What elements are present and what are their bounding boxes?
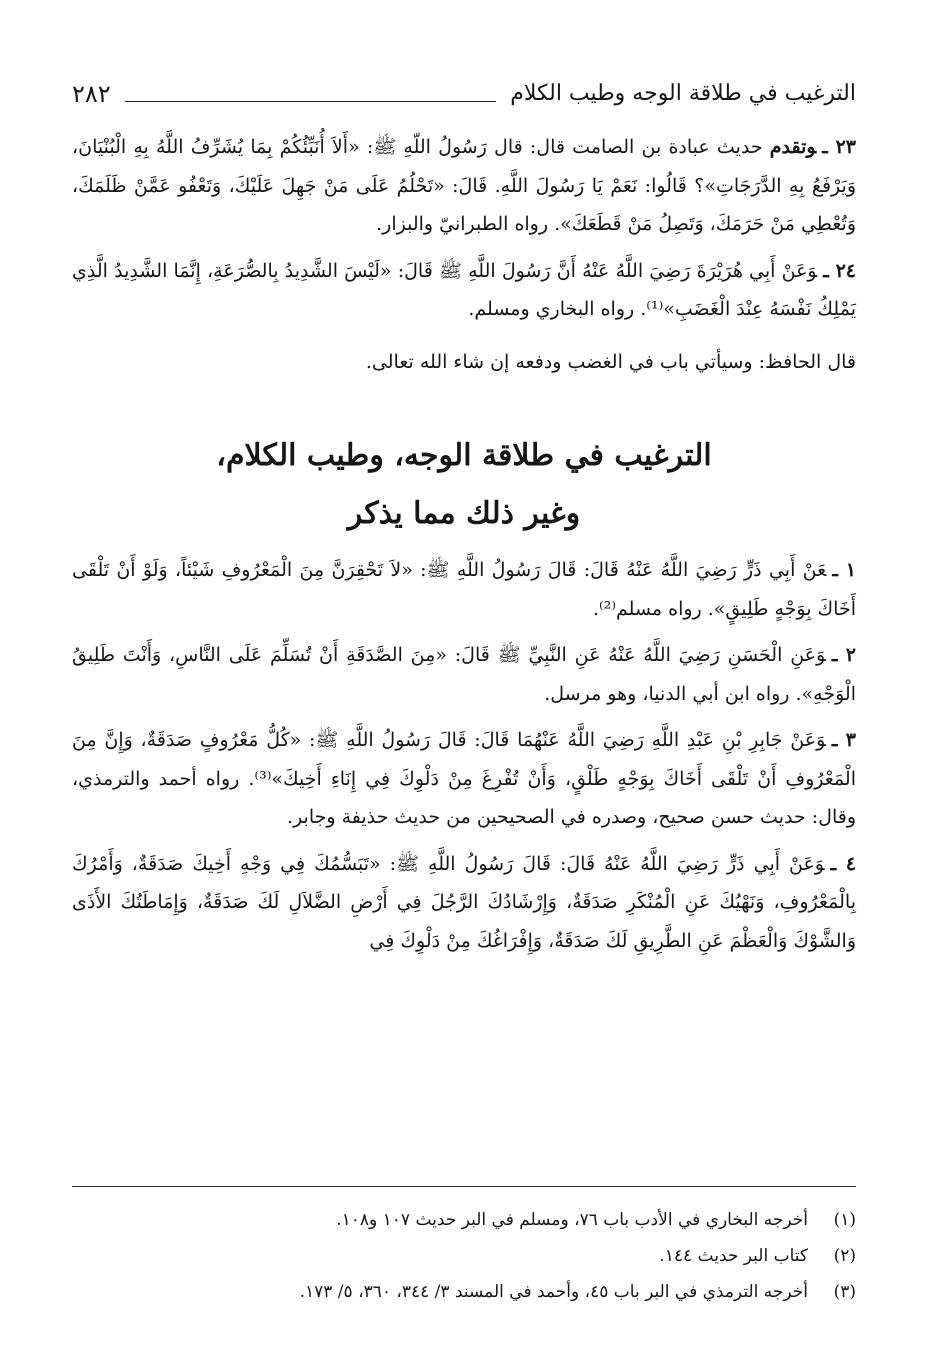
hadith-text: وَعَنْ جَابِرِ بْنِ عَبْدِ اللَّهِ رَضِيَ اللَّهُ عَنْهُمَا قَالَ: قَالَ رَسُولُ اللَّهِ ﷺ: «كُلُّ مَعْرُوفٍ صَدَقَةٌ، وَإِنَّ مِنَ الْمَعْرُوفِ أَنْ تَلْقَى أَخَاكَ بِوَجْهٍ طَلْقٍ، وَأَنْ تُفْرِغَ مِنْ دَلْوِكَ فِي إِنَاءِ أَخِيكَ»⁽³⁾. رواه أحمد والترمذي، وقال: حديث حسن صحيح، وصدره في الصحيحين من حديث حذيفة وجابر. xyxy=(72,729,856,828)
footnote-number: (٢) xyxy=(833,1246,856,1266)
footnote-text: أخرجه الترمذي في البر باب ٤٥، وأحمد في المسند ٣/ ٣٤٤، ٣٦٠، ٥/ ١٧٣. xyxy=(299,1282,808,1302)
hadith-number: ٢٤ ـ xyxy=(823,259,856,282)
hadith-24 xyxy=(72,252,856,329)
main-text xyxy=(72,128,856,960)
hadith-4 xyxy=(72,845,856,961)
chapter-title xyxy=(72,427,856,543)
footnotes xyxy=(72,1202,856,1310)
hadith-text: حديث عبادة بن الصامت قال: قال رَسُولُ اللّهِ ﷺ: «أَلاَ أُنَبِّئُكُمْ بِمَا يُشَرِّفُ اللَّهُ بِهِ الْبُنْيَانَ، وَيَرْفَعُ بِهِ الدَّرَجَاتِ»؟ قَالُوا: نَعَمْ يَا رَسُولَ اللَّهِ. قَالَ: «تَحْلُمُ عَلَى مَنْ جَهِلَ عَلَيْكَ، وَتَعْفُو عَمَّنْ ظَلَمَكَ، وَتُعْطِي مَنْ حَرَمَكَ، وَتَصِلُ مَنْ قَطَعَكَ». رواه الطبرانيّ والبزار. xyxy=(72,136,856,235)
hadith-lead-word: وتقدم xyxy=(769,136,817,158)
hadith-number: ٤ ـ xyxy=(830,852,857,875)
hadith-1 xyxy=(72,551,856,628)
running-title: الترغيب في طلاقة الوجه وطيب الكلام xyxy=(510,81,856,106)
hadith-number: ١ ـ xyxy=(832,559,856,581)
hafiz-note: قال الحافظ: وسيأتي باب في الغضب ودفعه إن شاء الله تعالى. xyxy=(365,350,856,373)
hadith-text: وَعَنْ أَبِي ذَرٍّ رَضِيَ اللَّهُ عَنْهُ قَالَ: قَالَ رَسُولُ اللَّهِ ﷺ: «تَبَسُّمُكَ فِي وَجْهِ أَخِيكَ صَدَقَةٌ، وَأَمْرُكَ بِالْمَعْرُوفِ، وَنَهْيُكَ عَنِ الْمُنْكَرِ صَدَقَةٌ، وَإِرْشَادُكَ الرَّجُلَ فِي أَرْضِ الضَّلاَلِ لَكَ صَدَقَةٌ، وَإِمَاطَتُكَ الأَذَى وَالشَّوْكَ وَالْعَظْمَ عَنِ الطَّرِيقِ لَكَ صَدَقَةٌ، وَإِفْرَاغُكَ مِنْ دَلْوِكَ فِي xyxy=(72,852,856,952)
page-number: ٢٨٢ xyxy=(72,80,111,108)
footnote-2 xyxy=(72,1238,856,1274)
footnote-text: أخرجه البخاري في الأدب باب ٧٦، ومسلم في البر حديث ١٠٧ و١٠٨. xyxy=(336,1210,808,1230)
hadith-23 xyxy=(72,128,856,244)
hadith-text: عَنْ أَبِي ذَرٍّ رَضِيَ اللَّهُ عَنْهُ قَالَ: قَالَ رَسُولُ اللَّهِ ﷺ: «لاَ تَحْقِرَنَّ مِنَ الْمَعْرُوفِ شَيْئاً، وَلَوْ أَنْ تَلْقَى أَخَاكَ بِوَجْهٍ طَلِيقٍ». رواه مسلم⁽²⁾. xyxy=(72,559,856,620)
footnote-number: (٣) xyxy=(833,1282,856,1302)
hadith-2 xyxy=(72,636,856,713)
footnote-separator xyxy=(72,1186,856,1187)
footnote-3 xyxy=(72,1274,856,1310)
hadith-number: ٣ ـ xyxy=(831,729,856,751)
running-header xyxy=(72,72,856,108)
chapter-title-line-2: وغير ذلك مما يذكر xyxy=(347,496,581,531)
hadith-text: وَعَنْ أَبِي هُرَيْرَةَ رَضِيَ اللَّهُ عَنْهُ أَنَّ رَسُولَ اللَّهِ ﷺ قَالَ: «لَيْسَ الشَّدِيدُ بِالصُّرَعَةِ، إِنَّمَا الشَّدِيدُ الَّذِي يَمْلِكُ نَفْسَهُ عِنْدَ الْغَضَبِ»⁽¹⁾. رواه البخاري ومسلم. xyxy=(72,259,856,320)
chapter-title-line-1: الترغيب في طلاقة الوجه، وطيب الكلام، xyxy=(216,438,712,473)
hadith-3 xyxy=(72,721,856,837)
hadith-number: ٢ ـ xyxy=(831,644,856,666)
hadith-number: ٢٣ ـ xyxy=(822,136,857,158)
footnote-text: كتاب البر حديث ١٤٤. xyxy=(659,1246,808,1266)
footnote-number: (١) xyxy=(833,1210,856,1230)
footnote-1 xyxy=(72,1202,856,1238)
hadith-text: وَعَنِ الْحَسَنِ رَضِيَ اللَّهُ عَنْهُ عَنِ النَّبِيِّ ﷺ قَالَ: «مِنَ الصَّدَقَةِ أَنْ تُسَلِّمَ عَلَى النَّاسِ، وَأَنْتَ طَلِيقُ الْوَجْهِ». رواه ابن أبي الدنيا، وهو مرسل. xyxy=(72,644,856,705)
header-rule xyxy=(125,101,497,102)
